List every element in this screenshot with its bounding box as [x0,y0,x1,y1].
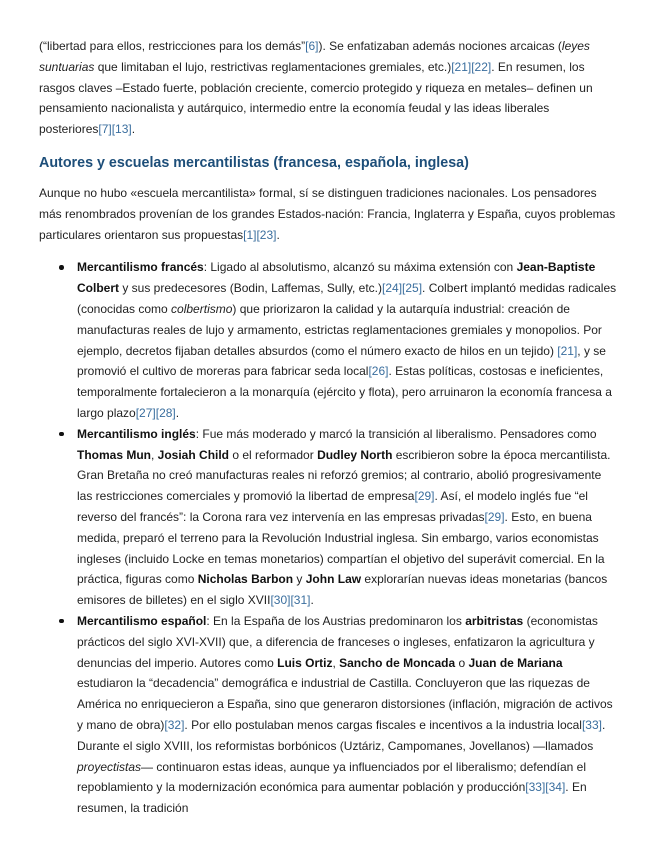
citation-link[interactable]: [34] [545,780,566,795]
citation-link[interactable]: [27] [135,405,156,420]
citation-link[interactable]: [22] [471,59,492,74]
citation-link[interactable]: [23] [256,227,277,242]
intro-paragraph: (“libertad para ellos, restricciones para los demás”[6]). Se enfatizaban además nociones arcaicas (leyes suntuarias que limitaban el lujo, restrictivas reglamentaciones gremiales, etc.)[21][22]. En resumen, los rasgos claves –Estado fuerte, población creciente, comercio protegido y riqueza en metales– definen un pensamiento nacionalista y autárquico, intermedio entre la economía feudal y las ideas liberales posteriores[7][13]. [39,39,593,137]
schools-list [39,257,619,819]
citation-link[interactable]: [29] [484,509,505,524]
citation-link[interactable]: [29] [414,489,435,504]
list-item-french: Mercantilismo francés: Ligado al absolutismo, alcanzó su máxima extensión con Jean-Baptiste Colbert y sus predecesores (Bodin, Laffemas, Sully, etc.)[24][25]. Colbert implantó medidas radicales (conocidas como colbertismo) que priorizaron la calidad y la autarquía industrial: creación de manufacturas reales de lujo y armamento, estrictas reglamentaciones gremiales y monopolios. Por ejemplo, decretos fijaban detalles absurdos (como el número exacto de hilos en un tejido) [21], y se promovió el cultivo de moreras para fabricar seda local[26]. Estas políticas, costosas e ineficientes, temporalmente fortalecieron a la monarquía (ejército y flota), pero arruinaron la economía francesa a largo plazo[27][28]. [39,257,619,423]
citation-link[interactable]: [32] [164,717,185,732]
citation-link[interactable]: [7] [98,122,112,137]
citation-link[interactable]: [33] [581,717,602,732]
citation-link[interactable]: [25] [402,281,423,296]
citation-link[interactable]: [26] [368,364,389,379]
list-item-english: Mercantilismo inglés: Fue más moderado y marcó la transición al liberalismo. Pensadores como Thomas Mun, Josiah Child o el reformador Dudley North escribieron sobre la época mercantilista. Gran Bretaña no creó manufacturas reales ni reforzó gremios; al contrario, abolió progresivamente las restricciones comerciales y promovió la libertad de empresa[29]. Así, el modelo inglés fue “el reverso del francés”: la Corona rara vez intervenía en las empresas privadas[29]. Esto, en buena medida, preparó el terreno para la Revolución Industrial inglesa. Sin embargo, varios economistas ingleses (incluido Locke en temas monetarios) compartían el objetivo del superávit comercial. En la práctica, figuras como Nicholas Barbon y John Law explorarían nuevas ideas monetarias (bancos emisores de billetes) en el siglo XVII[30][31]. [39,424,619,611]
citation-link[interactable]: [6] [305,39,319,53]
citation-link[interactable]: [1] [243,227,257,242]
citation-link[interactable]: [28] [155,405,176,420]
citation-link[interactable]: [13] [111,122,132,137]
citation-link[interactable]: [21] [451,59,472,74]
section-heading: Autores y escuelas mercantilistas (francesa, española, inglesa) [39,154,469,171]
section-intro-paragraph: Aunque no hubo «escuela mercantilista» formal, sí se distinguen tradiciones nacionales. Los pensadores más renombrados provenían de los grandes Estados-nación: Francia, Inglaterra y España, cuyos problemas particulares orientaron sus propuestas[1][23]. [39,185,616,242]
citation-link[interactable]: [31] [290,593,311,608]
citation-link[interactable]: [21] [557,343,578,358]
article-body [39,36,619,819]
citation-link[interactable]: [24] [382,281,403,296]
citation-link[interactable]: [30] [270,593,291,608]
list-item-spanish: Mercantilismo español: En la España de los Austrias predominaron los arbitristas (economistas prácticos del siglo XVI-XVII) que, a diferencia de franceses o ingleses, enfatizaron la agricultura y denuncias del imperio. Autores como Luis Ortiz, Sancho de Moncada o Juan de Mariana estudiaron la “decadencia” demográfica e industrial de Castilla. Concluyeron que las riquezas de América no enriquecieron a España, sino que generaron distorsiones (inflación, migración de activos y mano de obra)[32]. Por ello postulaban menos cargas fiscales e incentivos a la industria local[33]. Durante el siglo XVIII, los reformistas borbónicos (Uztáriz, Campomanes, Jovellanos) —llamados proyectistas— continuaron estas ideas, aunque ya influenciados por el liberalismo; defendían el repoblamiento y la modernización económica para aumentar población y producción[33][34]. En resumen, la tradición [39,611,619,819]
citation-link[interactable]: [33] [525,780,546,795]
